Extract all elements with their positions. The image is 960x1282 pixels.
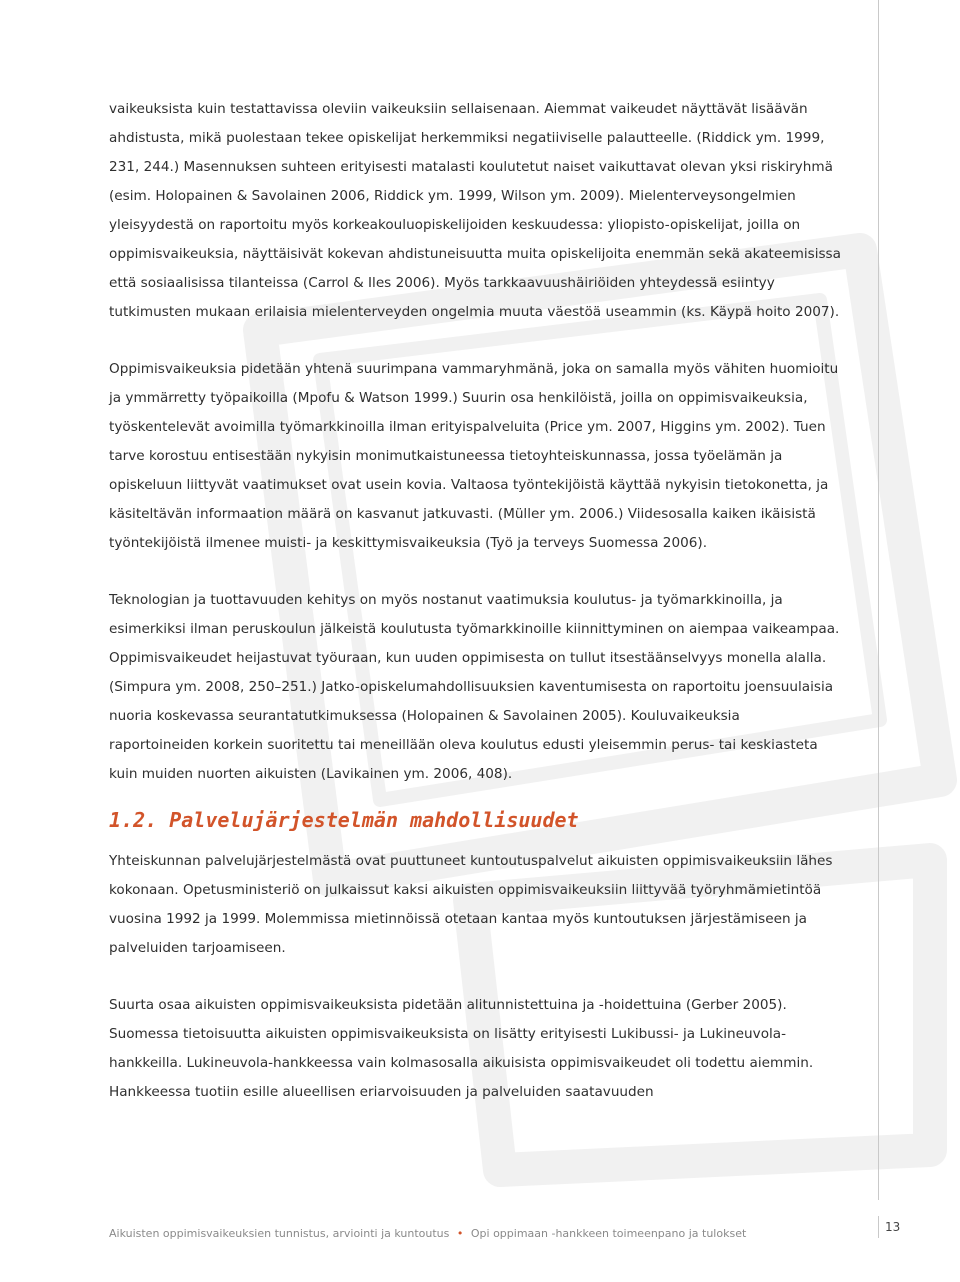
vertical-rule xyxy=(878,0,879,1200)
footer-title xyxy=(109,1227,746,1240)
page-number: 13 xyxy=(878,1216,900,1238)
body-paragraph: vaikeuksista kuin testattavissa oleviin vaikeuksiin sellaisenaan. Aiemmat vaikeudet näyttävät lisäävän ahdistusta, mikä puolestaan tekee opiskelijat herkemmiksi negatiiviselle palautteelle. (Riddick ym. 1999, 231, 244.) Masennuksen suhteen erityisesti matalasti koulutetut naiset vaikuttavat olevan yksi riskiryhmä (esim. Holopainen & Savolainen 2006, Riddick ym. 1999, Wilson ym. 2009). Mielenterveysongelmien yleisyydestä on raportoitu myös korkeakouluopiskelijoiden keskuudessa: yliopisto-opiskelijat, joilla on oppimisvaikeuksia, näyttäisivät kokevan ahdistuneisuutta muita opiskelijoita enemmän sekä akateemisissa että sosiaalisissa tilanteissa (Carrol & Iles 2006). Myös tarkkaavuushäiriöiden yhteydessä esiintyy tutkimusten mukaan erilaisia mielenterveyden ongelmia muuta väestöä useammin (ks. Käypä hoito 2007). xyxy=(109,101,841,320)
body-paragraph: Teknologian ja tuottavuuden kehitys on myös nostanut vaatimuksia koulutus- ja työmarkkinoilla, ja esimerkiksi ilman peruskoulun jälkeistä koulutusta työmarkkinoille kiinnittyminen on aiempaa vaikeampaa. Oppimisvaikeudet heijastuvat työuraan, kun uuden oppimisesta on tullut itsestäänselvyys monella alalla. (Simpura ym. 2008, 250–251.) Jatko-opiskelumahdollisuuksien kaventumisesta on raportoitu joensuulaisia nuoria koskevassa seurantatutkimuksessa (Holopainen & Savolainen 2005). Kouluvaikeuksia raportoineiden korkein suoritettu tai meneillään oleva koulutus edusti yleisemmin perus- tai keskiasteta kuin muiden nuorten aikuisten (Lavikainen ym. 2006, 408). xyxy=(109,592,840,782)
section-heading: 1.2. Palvelujärjestelmän mahdollisuudet xyxy=(109,808,579,832)
footer-title-left: Aikuisten oppimisvaikeuksien tunnistus, arviointi ja kuntoutus xyxy=(109,1227,450,1240)
body-paragraph: Oppimisvaikeuksia pidetään yhtenä suurimpana vammaryhmänä, joka on samalla myös vähiten huomioitu ja ymmärretty työpaikoilla (Mpofu & Watson 1999.) Suurin osa henkilöistä, joilla on oppimisvaikeuksia, työskentelevät avoimilla työmarkkinoilla ilman erityispalveluita (Price ym. 2007, Higgins ym. 2002). Tuen tarve korostuu entisestään nykyisin monimutkaistuneessa tietoyhteiskunnassa, jossa työelämän ja opiskeluun liittyvät vaatimukset ovat usein kovia. Valtaosa työntekijöistä käyttää nykyisin tietokonetta, ja käsiteltävän informaation määrä on kasvanut jatkuvasti. (Müller ym. 2006.) Viidesosalla kaiken ikäisistä työntekijöistä ilmenee muisti- ja keskittymisvaikeuksia (Työ ja terveys Suomessa 2006). xyxy=(109,361,839,551)
footer-separator: • xyxy=(456,1227,464,1240)
page-body xyxy=(109,95,844,1107)
footer-title-right: Opi oppimaan -hankkeen toimeenpano ja tulokset xyxy=(470,1227,747,1240)
body-paragraph: Suurta osaa aikuisten oppimisvaikeuksista pidetään alitunnistettuina ja -hoidettuina (Gerber 2005). Suomessa tietoisuutta aikuisten oppimisvaikeuksista on lisätty erityisesti Lukibussi- ja Lukineuvola-hankkeilla. Lukineuvola-hankkeessa vain kolmasosalla aikuisista oppimisvaikeudet oli todettu aiemmin. Hankkeessa tuotiin esille alueellisen eriarvoisuuden ja palveluiden saatavuuden xyxy=(109,997,814,1100)
body-paragraph: Yhteiskunnan palvelujärjestelmästä ovat puuttuneet kuntoutuspalvelut aikuisten oppimisvaikeuksiin lähes kokonaan. Opetusministeriö on julkaissut kaksi aikuisten oppimisvaikeuksiin liittyvää työryhmämietintöä vuosina 1992 ja 1999. Molemmissa mietinnöissä otetaan kantaa myös kuntoutuksen järjestämiseen ja palveluiden tarjoamiseen. xyxy=(109,853,833,956)
